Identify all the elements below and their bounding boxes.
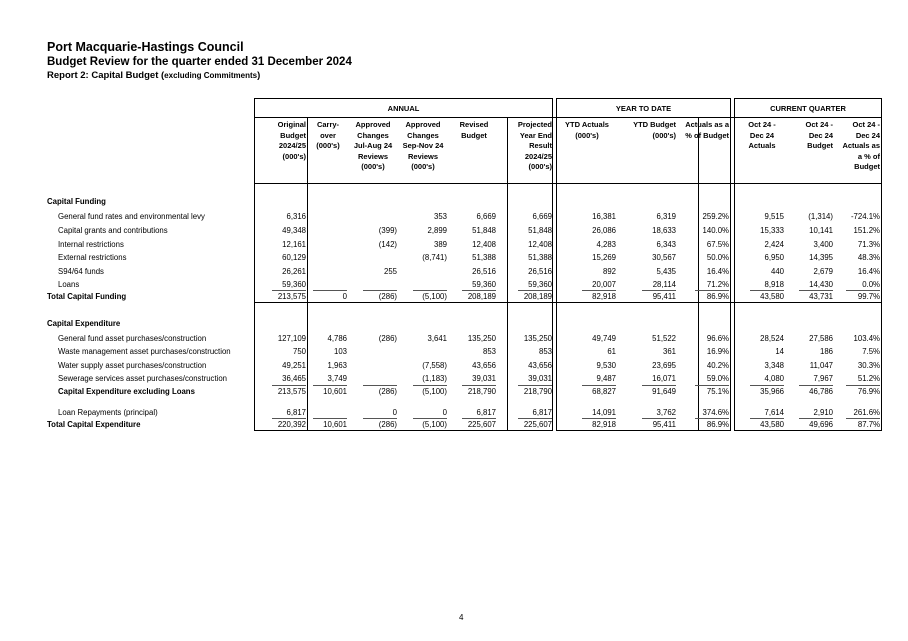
cell-ytd-budget: 5,435 [656, 267, 676, 276]
cell-projected: 135,250 [523, 334, 552, 343]
cell-cq-actuals: 35,966 [760, 387, 784, 396]
subtotal-rule [799, 290, 833, 291]
section-heading-expenditure: Capital Expenditure [47, 319, 121, 328]
row-label: General fund asset purchases/construction [58, 334, 207, 343]
cell-projected: 208,189 [523, 292, 552, 301]
cell-ytd-budget: 3,762 [656, 408, 676, 417]
cell-cq-budget: 186 [819, 347, 833, 356]
cell-projected: 225,607 [523, 420, 552, 429]
cell-nov: (5,100) [422, 420, 447, 429]
cell-carry: 4,786 [327, 334, 347, 343]
cell-ytd-actuals: 9,530 [596, 361, 616, 370]
cell-original: 26,261 [282, 267, 306, 276]
row-label: Internal restrictions [58, 240, 124, 249]
subtotal-rule [313, 290, 347, 291]
subtotal-rule [272, 418, 306, 419]
subtotal-rule [313, 418, 347, 419]
subtotal-rule [413, 418, 447, 419]
cell-ytd-budget: 18,633 [652, 226, 676, 235]
cell-revised: 43,656 [472, 361, 496, 370]
cell-cq-actuals: 2,424 [764, 240, 784, 249]
row-label: External restrictions [58, 253, 127, 262]
cell-cq-pct: 261.6% [853, 408, 880, 417]
column-header-cq-actuals: Oct 24 - Dec 24 Actuals [748, 120, 776, 150]
cell-cq-actuals: 28,524 [760, 334, 784, 343]
cell-cq-pct: 76.9% [857, 387, 880, 396]
funding-section-divider [254, 302, 882, 303]
subtotal-rule [272, 385, 306, 386]
subtotal-rule [846, 385, 880, 386]
cell-carry: 10,601 [323, 420, 347, 429]
cell-projected: 59,360 [528, 280, 552, 289]
subtotal-rule [582, 290, 616, 291]
cell-ytd-actuals: 20,007 [592, 280, 616, 289]
subtotal-rule [363, 290, 397, 291]
cell-original: 49,348 [282, 226, 306, 235]
cell-ytd-pct: 374.6% [702, 408, 729, 417]
cell-cq-pct: 16.4% [857, 267, 880, 276]
cell-nov: 389 [433, 240, 447, 249]
cell-original: 36,465 [282, 374, 306, 383]
subtotal-rule [695, 418, 729, 419]
cell-nov: 3,641 [427, 334, 447, 343]
cell-cq-pct: 48.3% [857, 253, 880, 262]
cell-ytd-actuals: 82,918 [592, 292, 616, 301]
row-label: Loan Repayments (principal) [58, 408, 158, 417]
cell-projected: 218,790 [523, 387, 552, 396]
column-header-projected: Projected Year End Result 2024/25 (000's) [517, 120, 552, 171]
cell-cq-pct: 99.7% [857, 292, 880, 301]
cell-cq-pct: 103.4% [853, 334, 880, 343]
cell-nov: 2,899 [427, 226, 447, 235]
cell-original: 49,251 [282, 361, 306, 370]
subtotal-rule [518, 385, 552, 386]
cell-aug: (286) [378, 387, 397, 396]
cell-cq-pct: 7.5% [862, 347, 880, 356]
cell-cq-actuals: 440 [770, 267, 784, 276]
cell-cq-actuals: 7,614 [764, 408, 784, 417]
column-header-cq-budget: Oct 24 - Dec 24 Budget [805, 120, 833, 150]
cell-ytd-actuals: 68,827 [592, 387, 616, 396]
section-heading-funding: Capital Funding [47, 197, 106, 206]
cell-cq-budget: 43,731 [809, 292, 833, 301]
cell-cq-pct: -724.1% [850, 212, 880, 221]
cell-ytd-budget: 6,319 [656, 212, 676, 221]
cell-cq-budget: 10,141 [809, 226, 833, 235]
column-header-ytd-budget: YTD Budget (000's) [633, 120, 676, 140]
cell-ytd-pct: 96.6% [706, 334, 729, 343]
column-header-ytd-actuals: YTD Actuals (000's) [565, 120, 609, 140]
cell-ytd-budget: 30,567 [652, 253, 676, 262]
cell-nov: (7,558) [422, 361, 447, 370]
subtotal-rule [750, 385, 784, 386]
subtotal-rule [363, 418, 397, 419]
cell-ytd-actuals: 892 [602, 267, 616, 276]
subtotal-rule [462, 290, 496, 291]
cell-ytd-budget: 361 [662, 347, 676, 356]
cell-ytd-budget: 16,071 [652, 374, 676, 383]
cell-cq-pct: 87.7% [857, 420, 880, 429]
cell-cq-budget: 49,696 [809, 420, 833, 429]
group-ytd: YEAR TO DATE [615, 104, 672, 113]
cell-cq-budget: 14,395 [809, 253, 833, 262]
cell-revised: 208,189 [467, 292, 496, 301]
cell-cq-budget: 2,679 [813, 267, 833, 276]
cell-cq-budget: 3,400 [813, 240, 833, 249]
cell-ytd-actuals: 61 [607, 347, 616, 356]
col-separator [307, 117, 308, 431]
cell-projected: 39,031 [528, 374, 552, 383]
column-header-nov: Approved Changes Sep-Nov 24 Reviews (000's) [402, 120, 444, 171]
cell-nov: 353 [433, 212, 447, 221]
cell-ytd-pct: 16.4% [706, 267, 729, 276]
cell-aug: 0 [392, 408, 397, 417]
cell-cq-pct: 151.2% [853, 226, 880, 235]
cell-ytd-budget: 6,343 [656, 240, 676, 249]
cell-revised: 12,408 [472, 240, 496, 249]
cell-ytd-pct: 86.9% [706, 420, 729, 429]
cell-cq-budget: 7,967 [813, 374, 833, 383]
cell-projected: 6,817 [532, 408, 552, 417]
subtotal-rule [462, 418, 496, 419]
column-header-aug: Approved Changes Jul-Aug 24 Reviews (000's) [353, 120, 393, 171]
cell-carry: 0 [342, 292, 347, 301]
subtotal-rule [413, 385, 447, 386]
report-titles [47, 40, 352, 82]
subtotal-rule [750, 418, 784, 419]
cell-ytd-budget: 28,114 [652, 280, 676, 289]
cell-nov: (8,741) [422, 253, 447, 262]
cell-revised: 51,848 [472, 226, 496, 235]
cell-cq-actuals: 6,950 [764, 253, 784, 262]
cell-nov: (1,183) [422, 374, 447, 383]
cell-projected: 26,516 [528, 267, 552, 276]
cell-projected: 51,388 [528, 253, 552, 262]
subtotal-rule [313, 385, 347, 386]
council-name: Port Macquarie-Hastings Council [47, 40, 244, 54]
cell-revised: 51,388 [472, 253, 496, 262]
subtotal-rule [846, 418, 880, 419]
cell-revised: 225,607 [467, 420, 496, 429]
cell-ytd-actuals: 14,091 [592, 408, 616, 417]
subtotal-rule [695, 385, 729, 386]
cell-cq-budget: (1,314) [808, 212, 833, 221]
cell-cq-pct: 0.0% [862, 280, 880, 289]
cell-cq-pct: 51.2% [857, 374, 880, 383]
subtotal-rule [413, 290, 447, 291]
cell-original: 750 [292, 347, 306, 356]
cell-projected: 12,408 [528, 240, 552, 249]
cell-ytd-actuals: 9,487 [596, 374, 616, 383]
cell-nov: (5,100) [422, 292, 447, 301]
cell-revised: 26,516 [472, 267, 496, 276]
cell-ytd-pct: 86.9% [706, 292, 729, 301]
cell-original: 127,109 [277, 334, 306, 343]
cell-aug: (286) [378, 420, 397, 429]
cell-ytd-pct: 140.0% [702, 226, 729, 235]
cell-ytd-pct: 40.2% [706, 361, 729, 370]
cell-cq-budget: 11,047 [809, 361, 833, 370]
column-header-revised: Revised Budget [459, 120, 489, 140]
header-bottom-divider [254, 183, 882, 184]
cell-revised: 218,790 [467, 387, 496, 396]
cell-cq-budget: 2,910 [813, 408, 833, 417]
row-label: S94/64 funds [58, 267, 104, 276]
cell-original: 213,575 [277, 387, 306, 396]
row-label: Capital grants and contributions [58, 226, 168, 235]
cell-carry: 3,749 [327, 374, 347, 383]
group-annual: ANNUAL [387, 104, 420, 113]
cell-ytd-pct: 75.1% [706, 387, 729, 396]
cell-ytd-budget: 23,695 [652, 361, 676, 370]
cell-carry: 103 [333, 347, 347, 356]
cell-original: 12,161 [282, 240, 306, 249]
cell-revised: 853 [482, 347, 496, 356]
cell-aug: 255 [383, 267, 397, 276]
cell-cq-budget: 27,586 [809, 334, 833, 343]
subtotal-rule [750, 290, 784, 291]
cell-cq-actuals: 43,580 [760, 292, 784, 301]
subtotal-rule [642, 418, 676, 419]
cell-cq-actuals: 14 [775, 347, 784, 356]
cell-ytd-pct: 71.2% [706, 280, 729, 289]
row-label: Total Capital Funding [47, 292, 127, 301]
subtotal-rule [695, 290, 729, 291]
cell-ytd-actuals: 16,381 [592, 212, 616, 221]
cell-revised: 135,250 [467, 334, 496, 343]
row-label: General fund rates and environmental levy [58, 212, 205, 221]
cell-ytd-pct: 16.9% [706, 347, 729, 356]
cell-original: 213,575 [277, 292, 306, 301]
cell-cq-pct: 30.3% [857, 361, 880, 370]
subtotal-rule [272, 290, 306, 291]
cell-revised: 39,031 [472, 374, 496, 383]
cell-aug: (142) [378, 240, 397, 249]
cell-aug: (399) [378, 226, 397, 235]
cell-ytd-pct: 67.5% [706, 240, 729, 249]
cell-cq-actuals: 8,918 [764, 280, 784, 289]
cell-nov: 0 [442, 408, 447, 417]
cell-ytd-budget: 95,411 [652, 420, 676, 429]
subtotal-rule [462, 385, 496, 386]
cell-cq-actuals: 43,580 [760, 420, 784, 429]
row-label: Waste management asset purchases/construction [58, 347, 231, 356]
cell-cq-pct: 71.3% [857, 240, 880, 249]
cell-original: 6,817 [286, 408, 306, 417]
cell-cq-actuals: 9,515 [764, 212, 784, 221]
cell-projected: 51,848 [528, 226, 552, 235]
row-label: Total Capital Expenditure [47, 420, 141, 429]
header-divider [254, 117, 882, 118]
page-number: 4 [459, 613, 464, 622]
cell-projected: 6,669 [532, 212, 552, 221]
cell-ytd-budget: 91,649 [652, 387, 676, 396]
cell-original: 220,392 [277, 420, 306, 429]
subtotal-rule [518, 418, 552, 419]
cell-projected: 853 [538, 347, 552, 356]
cell-cq-actuals: 4,080 [764, 374, 784, 383]
column-header-ytd-pct: Actuals as a % of Budget [685, 120, 729, 140]
row-label: Capital Expenditure excluding Loans [58, 387, 195, 396]
cell-ytd-actuals: 82,918 [592, 420, 616, 429]
report-subtitle: Report 2: Capital Budget (excluding Commitments) [47, 70, 261, 81]
cell-ytd-pct: 59.0% [706, 374, 729, 383]
subtotal-rule [799, 418, 833, 419]
subtotal-rule [582, 418, 616, 419]
cell-ytd-actuals: 15,269 [592, 253, 616, 262]
subtotal-rule [799, 385, 833, 386]
cell-revised: 59,360 [472, 280, 496, 289]
cell-ytd-budget: 95,411 [652, 292, 676, 301]
cell-cq-actuals: 15,333 [760, 226, 784, 235]
cell-ytd-actuals: 49,749 [592, 334, 616, 343]
cell-original: 60,129 [282, 253, 306, 262]
cell-cq-budget: 46,786 [809, 387, 833, 396]
subtotal-rule [518, 290, 552, 291]
column-header-original: Original Budget 2024/25 (000's) [277, 120, 306, 161]
cell-cq-actuals: 3,348 [764, 361, 784, 370]
cell-revised: 6,669 [476, 212, 496, 221]
report-title: Budget Review for the quarter ended 31 December 2024 [47, 56, 352, 68]
cell-ytd-pct: 50.0% [706, 253, 729, 262]
cell-ytd-pct: 259.2% [702, 212, 729, 221]
cell-ytd-actuals: 4,283 [596, 240, 616, 249]
group-current-quarter: CURRENT QUARTER [770, 104, 846, 113]
cell-ytd-budget: 51,522 [652, 334, 676, 343]
cell-original: 6,316 [286, 212, 306, 221]
cell-nov: (5,100) [422, 387, 447, 396]
subtotal-rule [642, 290, 676, 291]
column-header-carry: Carry- over (000's) [316, 120, 340, 150]
cell-carry: 10,601 [323, 387, 347, 396]
row-label: Sewerage services asset purchases/construction [58, 374, 228, 383]
subtotal-rule [363, 385, 397, 386]
cell-carry: 1,963 [327, 361, 347, 370]
cell-ytd-actuals: 26,086 [592, 226, 616, 235]
subtotal-rule [642, 385, 676, 386]
subtotal-rule [846, 290, 880, 291]
cell-cq-budget: 14,430 [809, 280, 833, 289]
cell-projected: 43,656 [528, 361, 552, 370]
cell-aug: (286) [378, 334, 397, 343]
row-label: Loans [58, 280, 80, 289]
row-label: Water supply asset purchases/construction [58, 361, 207, 370]
cell-revised: 6,817 [476, 408, 496, 417]
subtotal-rule [582, 385, 616, 386]
cell-original: 59,360 [282, 280, 306, 289]
column-header-cq-pct: Oct 24 - Dec 24 Actuals as a % of Budget [842, 120, 880, 171]
cell-aug: (286) [378, 292, 397, 301]
